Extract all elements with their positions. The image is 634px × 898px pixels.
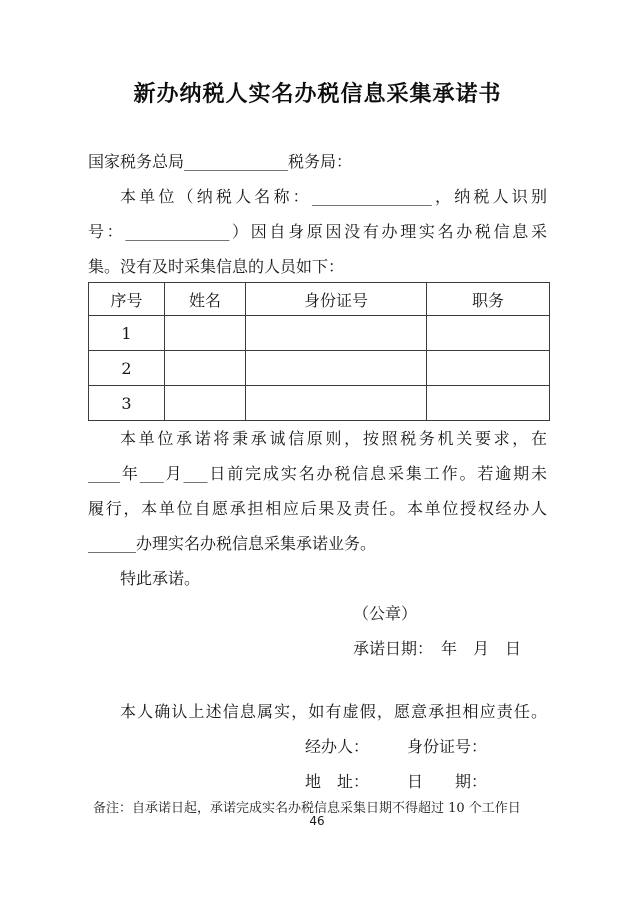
column-header-position: 职务 [427,283,550,316]
cell-position [427,351,550,386]
document-title: 新办纳税人实名办税信息采集承诺书 [133,82,502,107]
commitment-line-2: ____年___月___日前完成实名办税信息采集工作。若逾期未 [88,464,547,483]
intro-line-1: 本单位（纳税人名称：_______________，纳税人识别 [120,187,547,206]
table-row [89,316,550,351]
date-label: 日 期： [407,772,488,791]
table-row [89,386,550,421]
page-number: 46 [309,814,325,828]
agent-row [88,729,547,764]
commitment-date-line: 承诺日期： 年 月 日 [353,639,522,658]
intro-line-3: 集。没有及时采集信息的人员如下： [88,257,345,276]
table-header-row [89,283,550,316]
cell-position [427,316,550,351]
cell-id-number [246,351,427,386]
column-header-id-number: 身份证号 [246,283,427,316]
intro-line-2: 号：_____________）因自身原因没有办理实名办税信息采 [88,222,547,241]
commitment-line-1: 本单位承诺将秉承诚信原则，按照税务机关要求，在 [120,429,547,448]
cell-position [427,386,550,421]
closing-line: 特此承诺。 [120,569,201,588]
agent-label: 经办人： [305,737,370,756]
commitment-line-4: ______办理实名办税信息采集承诺业务。 [88,534,377,553]
address-row [88,764,547,799]
confirmation-line: 本人确认上述信息属实，如有虚假，愿意承担相应责任。 [120,702,547,721]
salutation-line: 国家税务总局_____________税务局： [88,152,353,171]
document-content [88,0,547,819]
personnel-table [88,282,550,421]
personnel-table-body [89,316,550,421]
column-header-name: 姓名 [165,283,246,316]
address-label: 地 址： [305,772,370,791]
id-number-label: 身份证号： [407,737,488,756]
cell-name [165,386,246,421]
personnel-table-header [89,283,550,316]
cell-name [165,351,246,386]
column-header-index: 序号 [89,283,165,316]
cell-index: 2 [89,351,165,386]
seal-placeholder: （公章） [353,604,418,623]
commitment-line-3: 履行，本单位自愿承担相应后果及责任。本单位授权经办人 [88,499,547,518]
cell-index: 3 [89,386,165,421]
cell-name [165,316,246,351]
footnote: 备注：自承诺日起，承诺完成实名办税信息采集日期不得超过 10 个工作日 [93,801,521,816]
cell-id-number [246,316,427,351]
table-row [89,351,550,386]
cell-index: 1 [89,316,165,351]
cell-id-number [246,386,427,421]
